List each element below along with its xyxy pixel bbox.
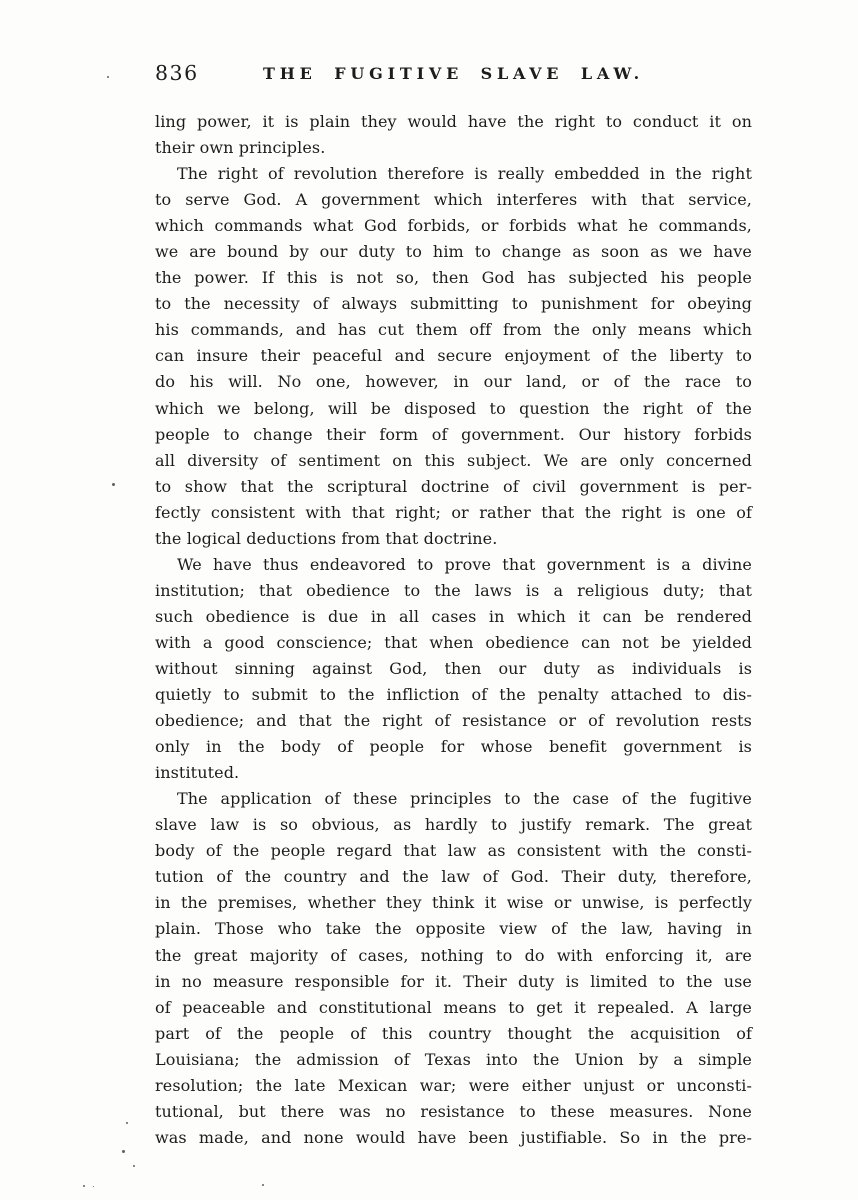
text-line: resolution; the late Mexican war; were either unjust or unconsti- xyxy=(155,1075,752,1095)
text-line: slave law is so obvious, as hardly to justify remark. The great xyxy=(155,815,752,835)
scan-speck xyxy=(133,1165,135,1167)
text-line: his commands, and has cut them off from the only means which xyxy=(155,320,752,340)
scan-speck xyxy=(262,1184,264,1186)
paragraph xyxy=(155,109,752,161)
text-line: their own principles. xyxy=(155,138,326,158)
paragraph xyxy=(155,552,752,786)
page-number: 836 xyxy=(155,61,199,85)
text-line: institution; that obedience to the laws is a religious duty; that xyxy=(155,580,752,600)
text-line: do his will. No one, however, in our land, or of the race to xyxy=(155,372,752,392)
scan-speck xyxy=(122,1150,125,1153)
text-line: ling power, it is plain they would have the right to conduct it on xyxy=(155,112,752,131)
text-line: in no measure responsible for it. Their duty is limited to the use xyxy=(155,971,752,991)
text-line: all diversity of sentiment on this subject. We are only concerned xyxy=(155,450,752,470)
page-header xyxy=(155,61,752,89)
paragraph xyxy=(155,161,752,552)
text-line: The application of these principles to the case of the fugitive xyxy=(177,789,752,809)
text-line: body of the people regard that law as consistent with the consti- xyxy=(155,841,752,861)
text-line: to the necessity of always submitting to punishment for obeying xyxy=(155,294,752,314)
text-line: instituted. xyxy=(155,763,240,783)
text-line: obedience; and that the right of resistance or of revolution rests xyxy=(155,711,752,731)
text-block xyxy=(155,109,752,1151)
text-line: fectly consistent with that right; or rather that the right is one of xyxy=(155,502,752,522)
text-line: people to change their form of government. Our history forbids xyxy=(155,424,752,444)
text-line: quietly to submit to the infliction of the penalty attached to dis- xyxy=(155,685,752,705)
text-line: in the premises, whether they think it wise or unwise, is perfectly xyxy=(155,893,752,913)
text-line: can insure their peaceful and secure enjoyment of the liberty to xyxy=(155,346,752,366)
text-line: to serve God. A government which interferes with that service, xyxy=(155,190,752,210)
text-line: was made, and none would have been justifiable. So in the pre- xyxy=(155,1127,752,1147)
text-line: the power. If this is not so, then God has subjected his people xyxy=(155,268,752,288)
scan-speck xyxy=(112,483,115,486)
text-line: with a good conscience; that when obedience can not be yielded xyxy=(155,632,752,652)
running-title: THE FUGITIVE SLAVE LAW. xyxy=(263,64,644,83)
text-line: tutional, but there was no resistance to these measures. None xyxy=(155,1101,752,1121)
text-line: The right of revolution therefore is really embedded in the right xyxy=(177,164,752,184)
scan-speck xyxy=(126,1122,128,1124)
text-line: Louisiana; the admission of Texas into the Union by a simple xyxy=(155,1049,752,1069)
text-line: plain. Those who take the opposite view of the law, having in xyxy=(155,919,752,939)
scan-speck xyxy=(107,76,109,78)
paragraph xyxy=(155,786,752,1151)
scan-speck xyxy=(83,1185,85,1187)
text-line: without sinning against God, then our duty as individuals is xyxy=(155,658,752,678)
text-line: the great majority of cases, nothing to do with enforcing it, are xyxy=(155,945,752,965)
text-line: We have thus endeavored to prove that government is a divine xyxy=(177,554,752,574)
text-line: which commands what God forbids, or forbids what he commands, xyxy=(155,216,752,236)
text-line: to show that the scriptural doctrine of civil government is per- xyxy=(155,476,752,496)
scan-speck xyxy=(93,1186,94,1187)
text-line: of peaceable and constitutional means to get it repealed. A large xyxy=(155,997,752,1017)
text-line: only in the body of people for whose benefit government is xyxy=(155,737,752,757)
text-line: part of the people of this country thought the acquisition of xyxy=(155,1023,752,1043)
text-line: which we belong, will be disposed to question the right of the xyxy=(155,398,752,418)
text-line: the logical deductions from that doctrine. xyxy=(155,528,498,548)
text-line: we are bound by our duty to him to change as soon as we have xyxy=(155,242,752,262)
text-line: such obedience is due in all cases in which it can be rendered xyxy=(155,606,752,626)
text-line: tution of the country and the law of God. Their duty, therefore, xyxy=(155,867,752,887)
